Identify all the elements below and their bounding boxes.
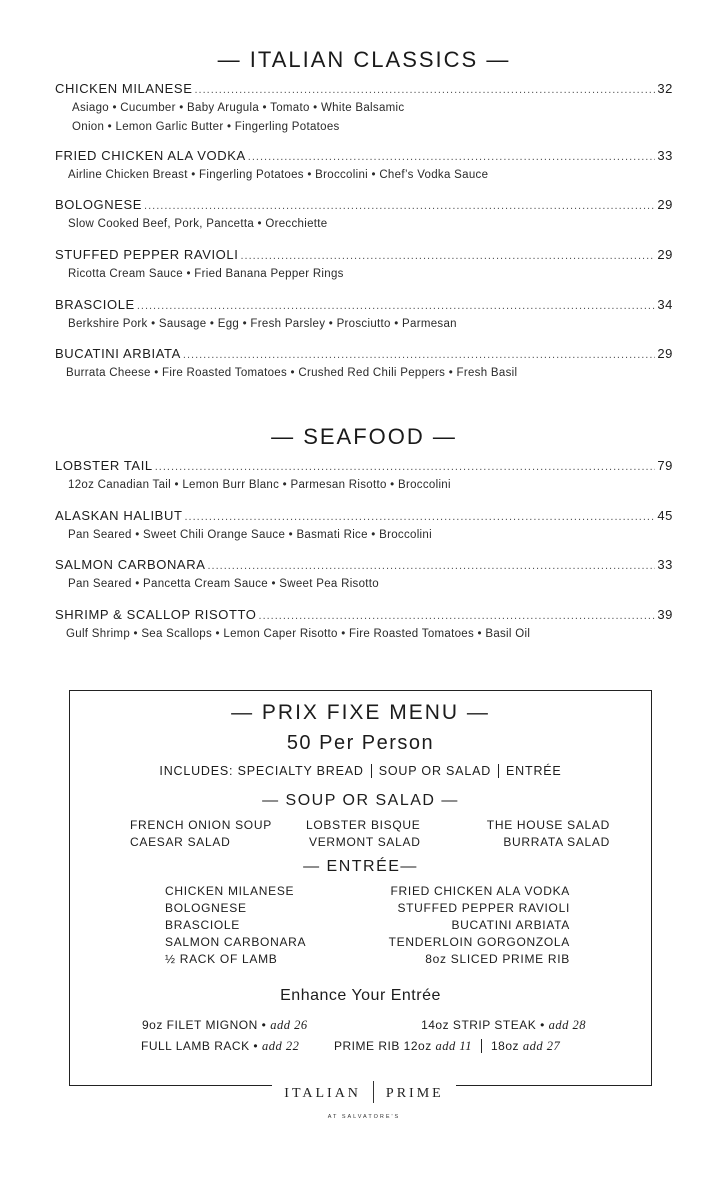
item-description: Pan Seared • Sweet Chili Orange Sauce • Basmati Rice • Broccolini <box>68 529 432 541</box>
item-name: SHRIMP & SCALLOP RISOTTO <box>55 607 257 622</box>
enhance-label: PRIME RIB 12oz <box>334 1039 432 1053</box>
item-price: 29 <box>657 346 673 361</box>
prix-fixe-price: 50 Per Person <box>286 732 435 754</box>
logo-left: ITALIAN <box>284 1086 361 1101</box>
item-name: BUCATINI ARBIATA <box>55 346 181 361</box>
menu-item <box>55 557 673 593</box>
enhance-lamb <box>141 1039 299 1054</box>
enhance-price: add 27 <box>522 1039 561 1053</box>
item-name: FRIED CHICKEN ALA VODKA <box>55 148 246 163</box>
item-price: 29 <box>657 197 673 212</box>
item-description: Burrata Cheese • Fire Roasted Tomatoes • Crushed Red Chili Peppers • Fresh Basil <box>66 367 518 379</box>
includes-soup: SOUP OR SALAD <box>378 764 492 778</box>
enhance-price: add 22 <box>261 1039 300 1053</box>
enhance-label: 18oz <box>491 1039 520 1053</box>
leader-dots <box>240 248 655 264</box>
menu-item <box>55 148 673 184</box>
list-item: 8oz SLICED PRIME RIB <box>425 952 570 966</box>
list-item: BRASCIOLE <box>165 918 240 932</box>
item-description-line2: Onion • Lemon Garlic Butter • Fingerling Potatoes <box>72 121 340 133</box>
item-name: LOBSTER TAIL <box>55 458 153 473</box>
list-item: BURRATA SALAD <box>503 835 610 849</box>
leader-dots <box>194 82 655 98</box>
enhance-strip <box>421 1018 586 1033</box>
divider <box>498 764 499 778</box>
soup-list-col3 <box>487 817 610 851</box>
leader-dots <box>155 459 656 475</box>
list-item: LOBSTER BISQUE <box>306 818 421 832</box>
list-item: STUFFED PEPPER RAVIOLI <box>397 901 570 915</box>
leader-dots <box>207 558 655 574</box>
menu-item <box>55 247 673 283</box>
menu-item <box>55 346 673 382</box>
item-description: 12oz Canadian Tail • Lemon Burr Blanc • Parmesan Risotto • Broccolini <box>68 479 451 491</box>
item-name: CHICKEN MILANESE <box>55 81 193 96</box>
enhance-title: Enhance Your Entrée <box>280 987 441 1004</box>
menu-item <box>55 607 673 643</box>
list-item: FRENCH ONION SOUP <box>130 818 272 832</box>
enhance-price: add 26 <box>270 1018 308 1032</box>
item-name: ALASKAN HALIBUT <box>55 508 183 523</box>
enhance-label: 14oz STRIP STEAK • <box>421 1018 545 1032</box>
list-item: CHICKEN MILANESE <box>165 884 295 898</box>
list-item: CAESAR SALAD <box>130 835 231 849</box>
item-name: SALMON CARBONARA <box>55 557 206 572</box>
soup-salad-title: — SOUP OR SALAD — <box>262 792 459 809</box>
item-price: 33 <box>657 148 673 163</box>
leader-dots <box>259 608 656 624</box>
leader-dots <box>144 198 655 214</box>
entree-title: — ENTRÉE— <box>303 858 418 875</box>
logo-right: PRIME <box>385 1086 444 1101</box>
leader-dots <box>137 298 656 314</box>
entree-list-left <box>165 883 306 968</box>
item-name: BRASCIOLE <box>55 297 135 312</box>
enhance-price: add 11 <box>435 1039 472 1053</box>
logo-subtitle: AT SALVATORE'S <box>327 1114 401 1120</box>
list-item: BUCATINI ARBIATA <box>451 918 570 932</box>
entree-list-right <box>389 883 570 968</box>
italian-classics-title: — ITALIAN CLASSICS — <box>217 47 511 72</box>
enhance-prime-rib <box>334 1039 560 1054</box>
item-price: 32 <box>657 81 673 96</box>
menu-item <box>55 81 673 136</box>
list-item: TENDERLOIN GORGONZOLA <box>388 935 570 949</box>
prix-fixe-includes <box>70 764 651 778</box>
menu-item <box>55 197 673 233</box>
includes-entree: ENTRÉE <box>506 764 562 778</box>
item-description: Slow Cooked Beef, Pork, Pancetta • Orecchiette <box>68 218 328 230</box>
item-description: Berkshire Pork • Sausage • Egg • Fresh Parsley • Prosciutto • Parmesan <box>68 318 457 330</box>
list-item: VERMONT SALAD <box>309 835 421 849</box>
enhance-price: add 28 <box>548 1018 586 1032</box>
item-price: 39 <box>657 607 673 622</box>
prix-fixe-title: — PRIX FIXE MENU — <box>231 701 490 724</box>
leader-dots <box>185 509 656 525</box>
list-item: BOLOGNESE <box>165 901 247 915</box>
includes-bread: INCLUDES: SPECIALTY BREAD <box>159 764 364 778</box>
menu-item <box>55 508 673 544</box>
list-item: THE HOUSE SALAD <box>486 818 610 832</box>
item-price: 45 <box>657 508 673 523</box>
enhance-label: FULL LAMB RACK • <box>141 1039 259 1053</box>
divider <box>371 764 372 778</box>
item-description: Asiago • Cucumber • Baby Arugula • Tomato • White Balsamic <box>72 102 405 114</box>
list-item: SALMON CARBONARA <box>165 935 307 949</box>
item-price: 79 <box>657 458 673 473</box>
item-description: Ricotta Cream Sauce • Fried Banana Pepper Rings <box>68 268 344 280</box>
enhance-label: 9oz FILET MIGNON • <box>142 1018 267 1032</box>
soup-list-col2 <box>306 817 421 851</box>
item-name: STUFFED PEPPER RAVIOLI <box>55 247 239 262</box>
enhance-filet <box>142 1018 308 1033</box>
list-item: FRIED CHICKEN ALA VODKA <box>390 884 570 898</box>
item-description: Airline Chicken Breast • Fingerling Potatoes • Broccolini • Chef’s Vodka Sauce <box>68 169 489 181</box>
logo-wordmark <box>272 1081 455 1103</box>
item-description: Pan Seared • Pancetta Cream Sauce • Sweet Pea Risotto <box>68 578 379 590</box>
item-price: 34 <box>657 297 673 312</box>
restaurant-logo <box>0 1081 728 1103</box>
logo-divider <box>373 1081 374 1103</box>
item-price: 29 <box>657 247 673 262</box>
prix-fixe-box <box>69 690 652 1086</box>
divider <box>481 1039 482 1053</box>
list-item: ½ RACK OF LAMB <box>165 952 278 966</box>
seafood-title: — SEAFOOD — <box>271 424 457 449</box>
item-name: BOLOGNESE <box>55 197 143 212</box>
soup-list-col1 <box>130 817 272 851</box>
menu-item <box>55 297 673 333</box>
item-price: 33 <box>657 557 673 572</box>
leader-dots <box>183 347 655 363</box>
item-description: Gulf Shrimp • Sea Scallops • Lemon Caper Risotto • Fire Roasted Tomatoes • Basil Oil <box>66 628 531 640</box>
leader-dots <box>248 149 656 165</box>
menu-item <box>55 458 673 494</box>
